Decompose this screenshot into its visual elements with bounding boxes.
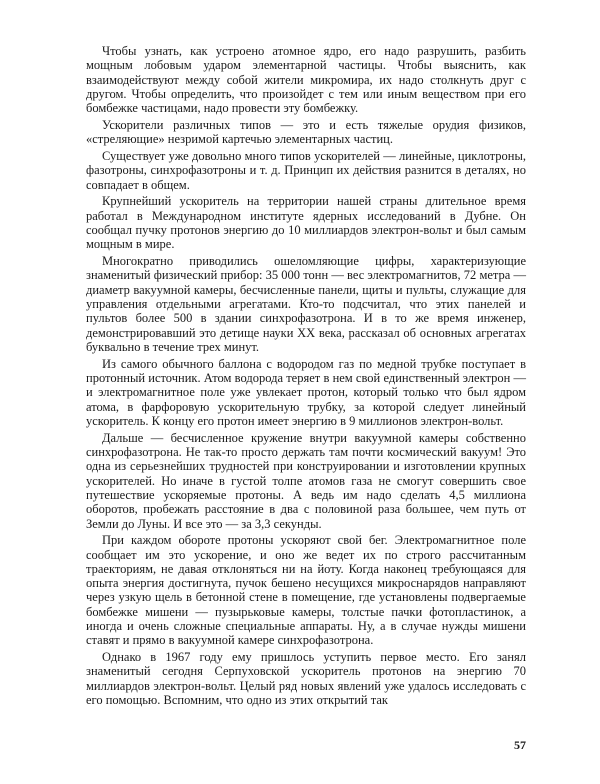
paragraph-5: Многократно приводились ошеломляющие цифры, характеризующие знаменитый физический прибор: 35 000 тонн — вес электромагнитов, 72 метра — диаметр вакуумной камеры, бесчисленные панели, щиты и пульты, служащие для управления отдельными агрегатами. Кто-то подсчитал, что этих панелей и пультов более 500 в здании синхрофазотрона. И в то же время инженер, демонстрировавший это детище науки XX века, рассказал об основных агрегатах буквально в течение трех минут. <box>86 254 526 354</box>
paragraph-3: Существует уже довольно много типов ускорителей — линейные, циклотроны, фазотроны, синхрофазотроны и т. д. Принцип их действия разнится в деталях, но совпадает в общем. <box>86 149 526 192</box>
page-text-body <box>86 44 526 710</box>
paragraph-9: Однако в 1967 году ему пришлось уступить первое место. Его занял знаменитый сегодня Серпуховской ускоритель протонов на энергию 70 миллиардов электрон-вольт. Целый ряд новых явлений уже удалось исследовать с его помощью. Вспомним, что одно из этих открытий так <box>86 650 526 708</box>
paragraph-1: Чтобы узнать, как устроено атомное ядро, его надо разрушить, разбить мощным лобовым ударом элементарной частицы. Чтобы выяснить, как взаимодействуют между собой жители микромира, их надо столкнуть друг с другом. Чтобы определить, что произойдет с тем или иным веществом при его бомбежке частицами, надо провести эту бомбежку. <box>86 44 526 116</box>
page-number: 57 <box>514 738 526 752</box>
paragraph-2: Ускорители различных типов — это и есть тяжелые орудия физиков, «стреляющие» незримой картечью элементарных частиц. <box>86 117 526 147</box>
paragraph-8: При каждом обороте протоны ускоряют свой бег. Электромагнитное поле сообщает им это ускорение, и оно же ведет их по строго рассчитанным траекториям, не давая отклоняться ни на йоту. Когда наконец требующаяся для опыта энергия достигнута, пучок бешено несущихся микроснарядов направляют через узкую щель в бетонной стене в помещение, где установлены подвергаемые бомбежке мишени — пузырьковые камеры, толстые пачки фотопластинок, а иногда и очень сложные специальные аппараты. Ну, а в случае нужды мишени ставят и прямо в вакуумной камере синхрофазотрона. <box>86 533 526 648</box>
paragraph-4: Крупнейший ускоритель на территории нашей страны длительное время работал в Международном институте ядерных исследований в Дубне. Он сообщал пучку протонов энергию до 10 миллиардов электрон-вольт и был самым мощным в мире. <box>86 194 526 252</box>
paragraph-7: Дальше — бесчисленное кружение внутри вакуумной камеры собственно синхрофазотрона. Не так-то просто держать там почти космический вакуум! Это одна из серьезнейших трудностей при конструировании и изготовлении крупных ускорителей. Но иначе в густой толпе атомов газа не смогут совершить свое путешествие ускоряемые протоны. А ведь им надо сделать 4,5 миллиона оборотов, пробежать расстояние в два с половиной раза большее, чем путь от Земли до Луны. И все это — за 3,3 секунды. <box>86 430 526 531</box>
paragraph-6: Из самого обычного баллона с водородом газ по медной трубке поступает в протонный источник. Атом водорода теряет в нем свой единственный электрон — и электромагнитное поле уже увлекает протон, который только что был ядром атома, в фарфоровую ускорительную трубку, за которой следует линейный ускоритель. К концу его протон имеет энергию в 9 миллионов электрон-вольт. <box>86 356 526 428</box>
